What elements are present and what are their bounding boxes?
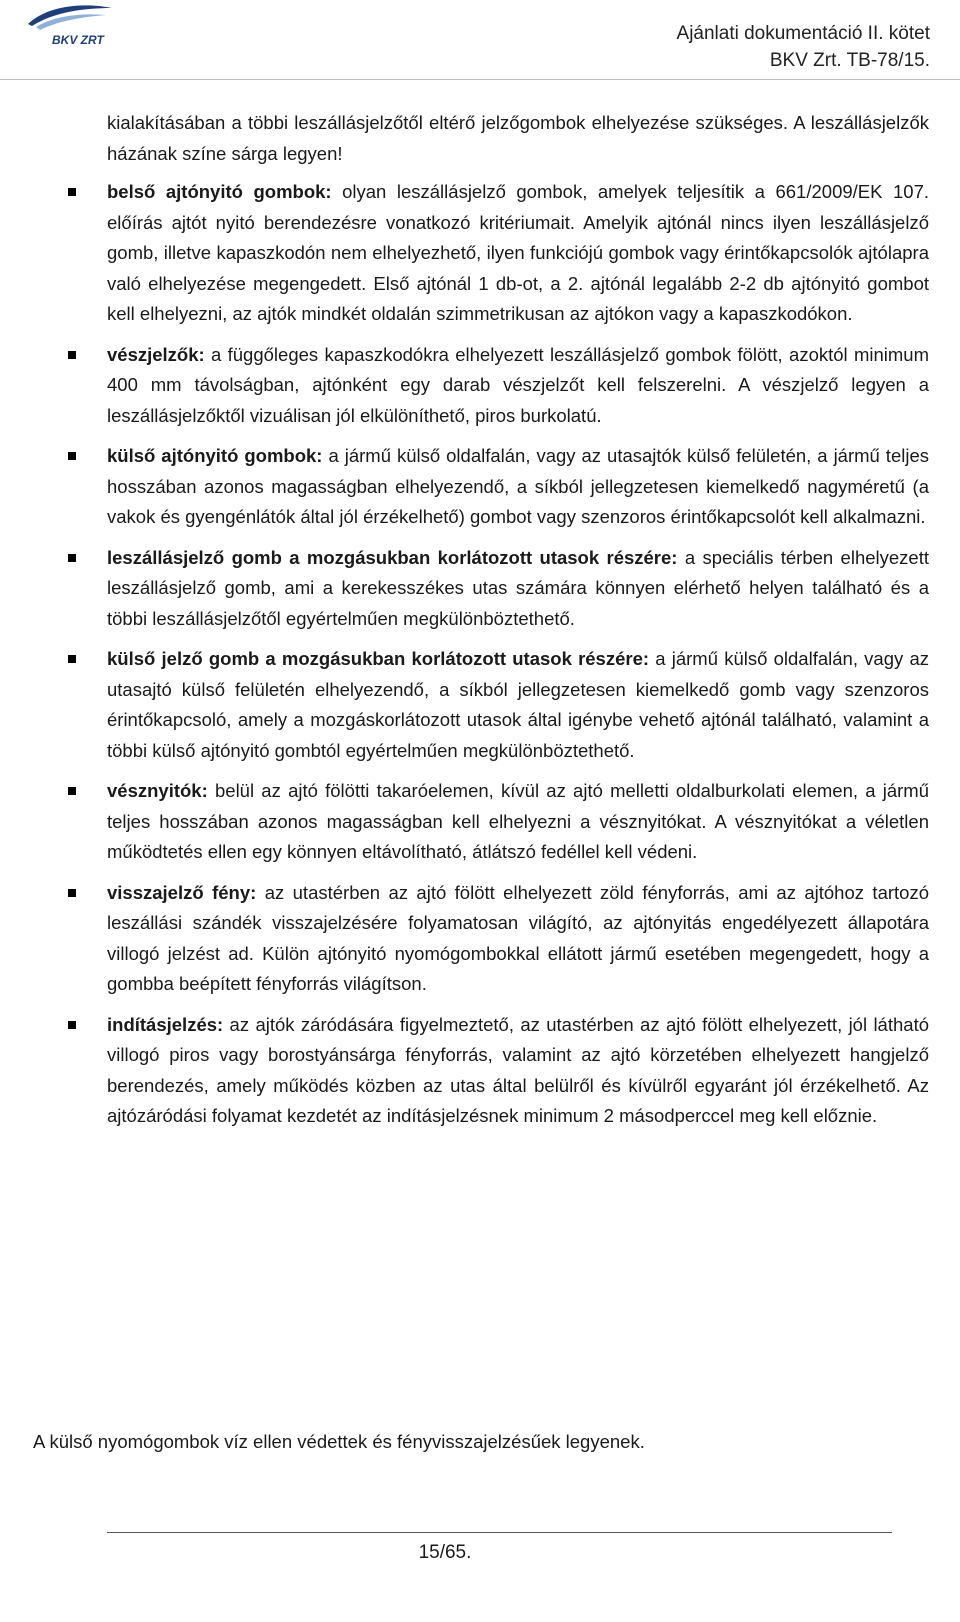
- square-bullet-icon: [68, 188, 76, 196]
- list-item: [107, 177, 929, 330]
- list-item: [107, 776, 929, 868]
- item-term: visszajelző fény:: [107, 881, 257, 903]
- list-item: [107, 878, 929, 1000]
- footer-divider: [107, 1532, 892, 1533]
- body-text: [107, 108, 929, 1132]
- header-divider: [0, 79, 960, 80]
- square-bullet-icon: [68, 655, 76, 663]
- square-bullet-icon: [68, 889, 76, 897]
- item-text: olyan leszállásjelző gombok, amelyek teljesítik a 661/2009/EK 107. előírás ajtót nyitó berendezésre vonatkozó kritériumait. Amelyik ajtónál nincs ilyen leszállásjelző gomb, illetve kapaszkodón nem elhelyezhető, ilyen funkciójú gombok vagy érintőkapcsolók ajtólapra való elhelyezése megengedett. Első ajtónál 1 db-ot, a 2. ajtónál legalább 2-2 db ajtónyitó gombot kell elhelyezni, az ajtók mindkét oldalán szimmetrikusan az ajtókon vagy a kapaszkodókon.: [107, 181, 930, 324]
- document-reference: [677, 20, 930, 74]
- item-text: belül az ajtó fölötti takaróelemen, kívül az ajtó melletti oldalburkolati elemen, a jármű teljes hosszában azonos magasságban kell elhelyezni a vésznyitókat. A vésznyitókat a véletlen működtetés ellen egy könnyen eltávolítható, átlátszó fedéllel kell védeni.: [107, 780, 929, 862]
- item-term: külső ajtónyitó gombok:: [107, 445, 323, 466]
- list-item: [107, 1010, 929, 1132]
- intro-paragraph: kialakításában a többi leszállásjelzőtől eltérő jelzőgombok elhelyezése szükséges. A leszállásjelzők házának színe sárga legyen!: [107, 112, 929, 164]
- list-item: [107, 543, 929, 635]
- list-item: [107, 441, 929, 533]
- square-bullet-icon: [68, 1021, 76, 1029]
- square-bullet-icon: [68, 452, 76, 460]
- page-header: [0, 0, 960, 82]
- item-text: a függőleges kapaszkodókra elhelyezett leszállásjelző gombok fölött, azoktól minimum 400 mm távolságban, ajtónként egy darab vészjelzőt kell felszerelni. A vészjelző legyen a leszállásjelzőktől vizuálisan jól elkülöníthető, piros burkolatú.: [107, 343, 929, 426]
- document-title: Ajánlati dokumentáció II. kötet: [676, 23, 930, 44]
- item-term: leszállásjelző gomb a mozgásukban korlátozott utasok részére:: [107, 546, 678, 568]
- item-term: vészjelzők:: [107, 343, 205, 365]
- item-text: az ajtók záródására figyelmeztető, az utastérben az ajtó fölött elhelyezett, jól látható villogó piros vagy borostyánsárga fényforrás, valamint az ajtó körzetében elhelyezett hangjelző berendezés, amely működés közben az utas által belülről és kívülről egyaránt jól érzékelhető. Az ajtózáródási folyamat kezdetét az indításjelzésnek minimum 2 másodperccel meg kell előznie.: [107, 1013, 929, 1126]
- item-term: belső ajtónyitó gombok:: [107, 181, 332, 202]
- item-text: a speciális térben elhelyezett leszállásjelző gomb, ami a kerekesszékes utas számára könnyen elérhető helyen található és a többi leszállásjelzőtől egyértelműen megkülönböztethető.: [107, 546, 929, 629]
- item-term: indításjelzés:: [107, 1013, 224, 1035]
- list-item: [107, 644, 929, 766]
- list-item: [107, 340, 929, 432]
- item-term: vésznyitók:: [107, 780, 208, 801]
- square-bullet-icon: [68, 351, 76, 359]
- item-term: külső jelző gomb a mozgásukban korlátozott utasok részére:: [107, 648, 650, 669]
- bkv-logo: [22, 2, 117, 50]
- item-text: a jármű külső oldalfalán, vagy az utasajtók külső felületén, a jármű teljes hosszában azonos magasságban elhelyezendő, a síkból jellegzetesen kiemelkedő nagyméretű (a vakok és gyengénlátók által jól érzékelhető) gombot vagy szenzoros érintőkapcsolót kell alkalmazni.: [107, 445, 929, 527]
- square-bullet-icon: [68, 787, 76, 795]
- document-code: BKV Zrt. TB-78/15.: [769, 50, 930, 71]
- square-bullet-icon: [68, 554, 76, 562]
- item-text: a jármű külső oldalfalán, vagy az utasajtó külső felületén elhelyezendő, a síkból jellegzetesen kiemelkedő gomb vagy szenzoros érintőkapcsoló, amely a mozgáskorlátozott utasok által igénybe vehető ajtónál található, valamint a többi külső ajtónyitó gombtól egyértelműen megkülönböztethető.: [107, 648, 929, 761]
- requirements-list: [107, 177, 929, 1132]
- logo-text: BKV ZRT: [52, 33, 104, 47]
- page-number: 15/65.: [418, 1542, 472, 1563]
- item-text: az utastérben az ajtó fölött elhelyezett zöld fényforrás, ami az ajtóhoz tartozó leszállási szándék visszajelzésére folyamatosan világító, az ajtónyitás engedélyezett állapotára villogó jelzést ad. Külön ajtónyitó nyomógombokkal ellátott jármű esetében megengedett, hogy a gombba beépített fényforrás világítson.: [107, 881, 929, 994]
- closing-paragraph: A külső nyomógombok víz ellen védettek és fényvisszajelzésűek legyenek.: [33, 1430, 645, 1452]
